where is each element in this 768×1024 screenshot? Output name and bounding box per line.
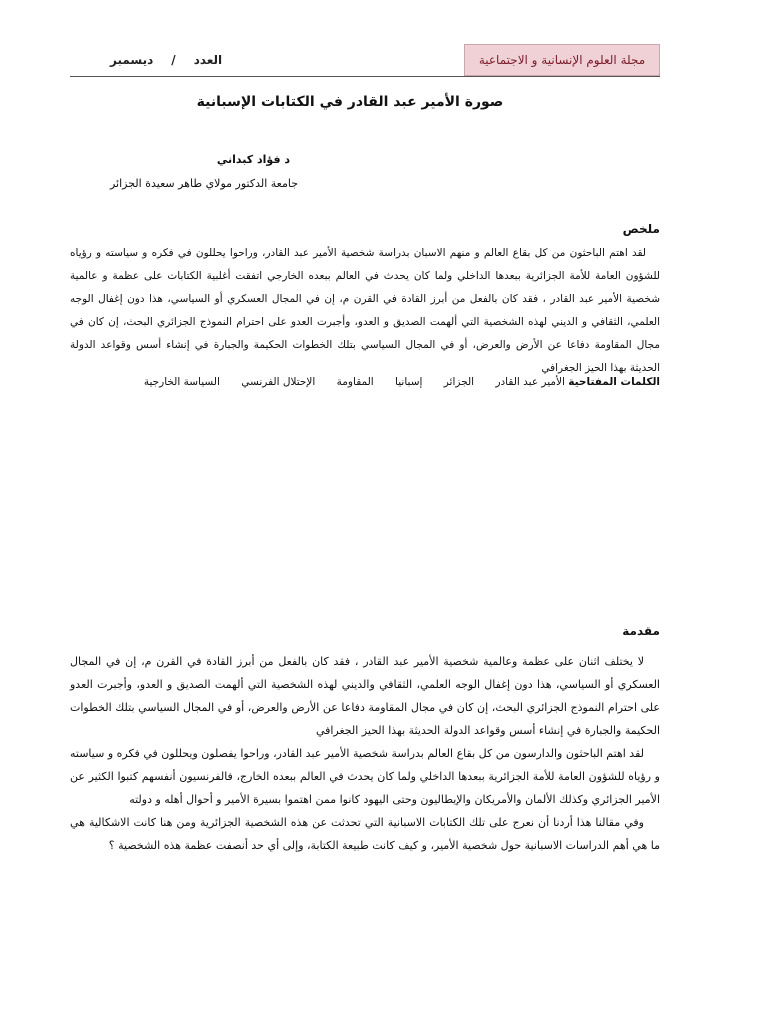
running-header bbox=[70, 44, 660, 77]
issue-label: العدد bbox=[193, 53, 223, 67]
keyword-item: المقاومة bbox=[336, 376, 374, 388]
keyword-item: الجزائر bbox=[443, 376, 475, 388]
intro-paragraph: لقد اهتم الباحثون والدارسون من كل بقاع العالم بدراسة شخصية الأمير عبد القادر، وراحوا يفصلون ويحللون في فكره و سياسته و رؤياه للشؤون العامة للأمة الجزائرية ببعدها الداخلي ولما كان يحدث في العالم ببعده الخارج، فالفرنسيون أنفسهم كتبوا الكثير عن الأمير الجزائري وكذلك الألمان والأمريكان والإيطاليون وحتى اليهود كانوا ممن اهتموا بسيرة الأمير و أحوال أهله و دولته bbox=[70, 747, 660, 806]
keyword-item: الإحتلال الفرنسي bbox=[241, 376, 316, 388]
intro-paragraph: لا يختلف اثنان على عظمة وعالمية شخصية الأمير عبد القادر ، فقد كان بالفعل من أبرز القادة في القرن م، إن في المجال العسكري أو السياسي، هذا دون إغفال الوجه العلمي، الثقافي والديني لهذه الشخصية التي ألهمت الصديق و العدو، وأجبرت العدو على احترام النموذج الجزائري البحث، إن كان في مجال المقاومة دفاعا عن الأرض والعرض، أو في المجال السياسي بتلك الخطوات الحكيمة والجبارة في إنشاء أسس وقواعد الدولة الحديثة بهذا الحيز الجغرافي bbox=[70, 655, 660, 737]
keyword-item: الأمير عبد القادر bbox=[495, 376, 565, 388]
journal-name: مجلة العلوم الإنسانية و الاجتماعية bbox=[478, 53, 646, 67]
keywords bbox=[70, 376, 660, 388]
keyword-item: السياسة الخارجية bbox=[143, 376, 220, 388]
abstract-heading: ملخص bbox=[622, 222, 660, 236]
journal-name-box bbox=[464, 44, 660, 76]
author-affiliation: جامعة الدكتور مولاي طاهر سعيدة الجزائر bbox=[109, 177, 298, 190]
abstract-text: لقد اهتم الباحثون من كل بقاع العالم و منهم الاسبان بدراسة شخصية الأمير عبد القادر، وراحوا يحللون في فكره و سياسته و رؤياه للشؤون العامة للأمة الجزائرية ببعدها الداخلي ولما كان يحدث في العالم ببعده الخارجي اتفقت أغلبية الكتابات على عظمة و عالمية شخصية الأمير عبد القادر ، فقد كان بالفعل من أبرز القادة في القرن م، إن في المجال العسكري أو السياسي، هذا دون إغفال الوجه العلمي، الثقافي و الديني لهذه الشخصية التي ألهمت الصديق و العدو، وأجبرت العدو على احترام النموذج الجزائري البحث، إن كان في مجال المقاومة دفاعا عن الأرض والعرض، أو في المجال السياسي بتلك الخطوات الحكيمة والجبارة في إنشاء أسس وقواعد الدولة الحديثة بهذا الحيز الجغرافي bbox=[70, 247, 660, 374]
issue-separator: / bbox=[171, 53, 176, 67]
introduction-heading: مقدمة bbox=[622, 624, 660, 638]
keyword-item: إسبانيا bbox=[395, 376, 423, 388]
intro-paragraph: وفي مقالنا هذا أردنا أن نعرج على تلك الكتابات الاسبانية التي تحدثت عن هذه الشخصية الجزائرية ومن هنا كانت الاشكالية هي ما هي أهم الدراسات الاسبانية حول شخصية الأمير، و كيف كانت طبيعة الكتابة، وإلى أي حد أنصفت عظمة هذه الشخصية ؟ bbox=[70, 816, 660, 852]
issue-month: ديسمبر bbox=[110, 53, 154, 67]
issue-line bbox=[110, 53, 222, 67]
introduction-body bbox=[70, 650, 660, 857]
keywords-label: الكلمات المفتاحية bbox=[568, 376, 660, 388]
author-name: د فؤاد كبداني bbox=[216, 153, 290, 166]
article-title: صورة الأمير عبد القادر في الكتابات الإسبانية bbox=[196, 94, 504, 110]
abstract bbox=[70, 242, 660, 380]
